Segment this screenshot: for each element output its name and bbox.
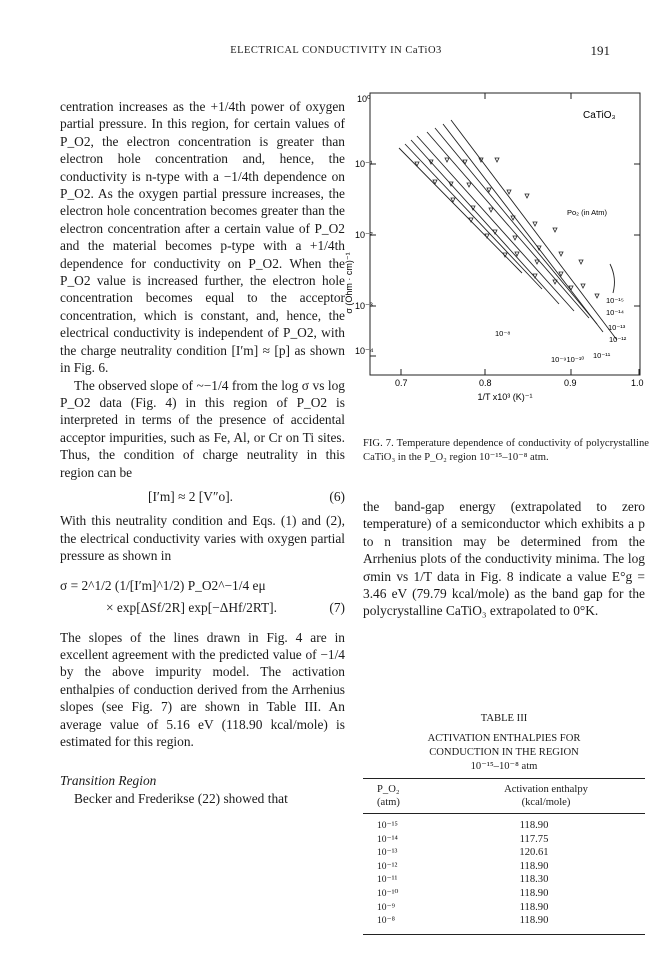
table-bottom-rule xyxy=(363,934,645,935)
series-line-po2-1e-9 xyxy=(405,144,542,289)
table-caption-line: 10⁻¹⁵–10⁻⁸ atm xyxy=(470,761,538,772)
equation-line-2 xyxy=(60,597,345,619)
line-label: 10⁻⁹10⁻¹⁰ xyxy=(551,355,585,364)
header-text: P_O₂ xyxy=(377,784,400,795)
table-header-enthalpy xyxy=(447,783,645,809)
equation-number: (6) xyxy=(329,488,345,504)
cell-po2: 10⁻¹¹ xyxy=(377,874,398,886)
table-iii xyxy=(363,778,645,935)
series-line-po2-1e-14 xyxy=(443,124,603,332)
line-label: 10⁻⁸ xyxy=(495,329,511,338)
equation-7 xyxy=(60,575,345,619)
paragraph: The slopes of the lines drawn in Fig. 4 are in excellent agreement with the predicted value of −1/4 by the above impurity model. The activation enthalpies of conduction derived from the Arrhenius slopes (see Fig. 7) are shown in Table III. An average value of 5.16 eV (118.90 kcal/mole) is estimated for this region. xyxy=(60,629,345,749)
header-text: (atm) xyxy=(377,797,400,808)
table-caption-line: CONDUCTION IN THE REGION xyxy=(429,747,579,758)
table-row xyxy=(363,860,645,874)
journal-header-title: ELECTRICAL CONDUCTIVITY IN CaTiO3 xyxy=(230,45,442,56)
cell-po2: 10⁻¹⁴ xyxy=(377,833,398,845)
data-lines xyxy=(399,120,617,340)
cell-po2: 10⁻¹³ xyxy=(377,847,398,859)
cell-po2: 10⁻¹⁰ xyxy=(377,887,399,899)
right-column xyxy=(363,498,645,620)
cell-po2: 10⁻¹⁵ xyxy=(377,820,398,831)
left-column xyxy=(60,98,345,807)
x-tick-label: 0.7 xyxy=(395,378,408,388)
table-header-row xyxy=(363,779,645,813)
equation-line: σ = 2^1/2 (1/[I′m]^1/2) P_O2^−1/4 eμ xyxy=(60,577,266,593)
header-text: Activation enthalpy xyxy=(504,784,588,795)
table-row xyxy=(363,914,645,928)
table-row xyxy=(363,833,645,847)
equation-body: [I′m] ≈ 2 [V″o]. xyxy=(148,488,234,504)
y-tick-label: 10⁻² xyxy=(355,230,373,240)
paragraph: The observed slope of ~−1/4 from the log σ vs log P_O2 data (Fig. 4) in this region of P_O2 is interpreted in terms of the presence of accidental acceptor impurities, such as Fe, Al, or Cr on Ti sites. Thus, the condition of charge neutrality in this region can be xyxy=(60,377,345,480)
cell-po2: 10⁻⁸ xyxy=(377,915,396,927)
table-row xyxy=(363,819,645,833)
paragraph: Becker and Frederikse (22) showed that xyxy=(74,790,288,806)
table-header-rule xyxy=(363,813,645,814)
running-header xyxy=(0,43,672,63)
table-row xyxy=(363,887,645,901)
table-row xyxy=(363,873,645,887)
x-tick-label: 0.9 xyxy=(564,378,577,388)
section-heading: Transition Region xyxy=(60,773,157,789)
po2-legend-label: Po₂ (in Atm) xyxy=(567,208,608,217)
inset-title: CaTiO₃ xyxy=(583,110,616,121)
equation-line: × exp[ΔSf/2R] exp[−ΔHf/2RT]. xyxy=(106,599,277,615)
table-row xyxy=(363,846,645,860)
series-line-po2-1e-15 xyxy=(451,120,617,340)
x-tick-label: 0.8 xyxy=(479,378,492,388)
y-tick-label: 10⁻³ xyxy=(355,301,373,311)
data-point-markers xyxy=(415,158,599,298)
line-label: 10⁻¹⁵ xyxy=(606,296,624,305)
y-tick-label: 10⁰ xyxy=(357,94,371,104)
table-label: TABLE III xyxy=(480,713,528,724)
x-tick-label: 1.0 xyxy=(631,378,644,388)
line-label: 10⁻¹² xyxy=(609,335,627,344)
figure-caption: FIG. 7. Temperature dependence of conductivity of polycrystalline CaTiO₃ in the P_O₂ region 10⁻¹⁵–10⁻⁸ atm. xyxy=(363,438,649,463)
cell-enthalpy: 118.90 xyxy=(519,860,549,872)
series-line-po2-1e-13 xyxy=(435,128,597,324)
figure-plot xyxy=(344,88,655,428)
cell-po2: 10⁻¹² xyxy=(377,860,398,872)
table-row xyxy=(363,901,645,915)
y-tick-label: 10⁻¹ xyxy=(355,159,373,169)
cell-enthalpy: 118.90 xyxy=(519,915,549,927)
equation-number: (7) xyxy=(329,599,345,615)
cell-enthalpy: 118.90 xyxy=(519,887,549,899)
cell-enthalpy: 118.90 xyxy=(519,901,549,913)
y-axis-label: σ (Ohm · cm)⁻¹ xyxy=(344,252,354,314)
y-tick-label: 10⁻⁴ xyxy=(355,346,374,356)
cell-enthalpy: 118.90 xyxy=(519,820,549,831)
cell-po2: 10⁻⁹ xyxy=(377,901,396,913)
curve-tail xyxy=(610,264,614,293)
table-header-po2 xyxy=(363,783,447,809)
table-caption-line: ACTIVATION ENTHALPIES FOR xyxy=(427,733,581,744)
paragraph: the band-gap energy (extrapolated to zero temperature) of a semiconductor which exhibits a p to n transition may be determined from the Arrhenius plots of the conductivity minima. The log σmin vs 1/T data in Fig. 8 indicate a value E°g = 3.46 eV (79.79 kcal/mole) as the band gap for the polycrystalline CaTiO₃ extrapolated to 0°K. xyxy=(363,499,645,619)
page-number: 191 xyxy=(590,43,610,58)
paragraph: centration increases as the +1/4th power of oxygen partial pressure. In this region, for certain values of P_O2, the electron concentration is greater than electron hole concentration and, hence, the conductivity is n-type with a −1/4th dependence on P_O2. As the oxygen partial pressure increases, the electron hole concentration becomes greater than the electron concentration after a certain value of P_O2 and the material becomes p-type with a +1/4th dependence for conductivity on P_O2. When the P_O2 value is increased further, the electron hole concentration becomes equal to the acceptor concentration, which is constant, and, hence, the electrical conductivity is independent of P_O2, with the charge neutrality condition [I′m] ≈ [p] as shown in Fig. 6. xyxy=(60,99,345,376)
line-label: 10⁻¹³ xyxy=(608,323,626,332)
series-line-po2-1e-12 xyxy=(427,132,589,318)
line-label: 10⁻¹⁴ xyxy=(606,308,625,317)
figure-7 xyxy=(344,88,655,428)
cell-enthalpy: 118.30 xyxy=(519,874,549,886)
paragraph: With this neutrality condition and Eqs. (1) and (2), the electrical conductivity varies with oxygen partial pressure as shown in xyxy=(60,513,345,564)
cell-enthalpy: 117.75 xyxy=(519,833,549,845)
x-axis-label: 1/T x10³ (K)⁻¹ xyxy=(477,392,533,402)
equation-6 xyxy=(60,488,345,505)
series-line-po2-1e-11 xyxy=(417,136,574,311)
table-title xyxy=(363,712,645,774)
header-text: (kcal/mole) xyxy=(521,797,571,808)
cell-enthalpy: 120.61 xyxy=(519,847,549,859)
line-label: 10⁻¹¹ xyxy=(593,351,611,360)
